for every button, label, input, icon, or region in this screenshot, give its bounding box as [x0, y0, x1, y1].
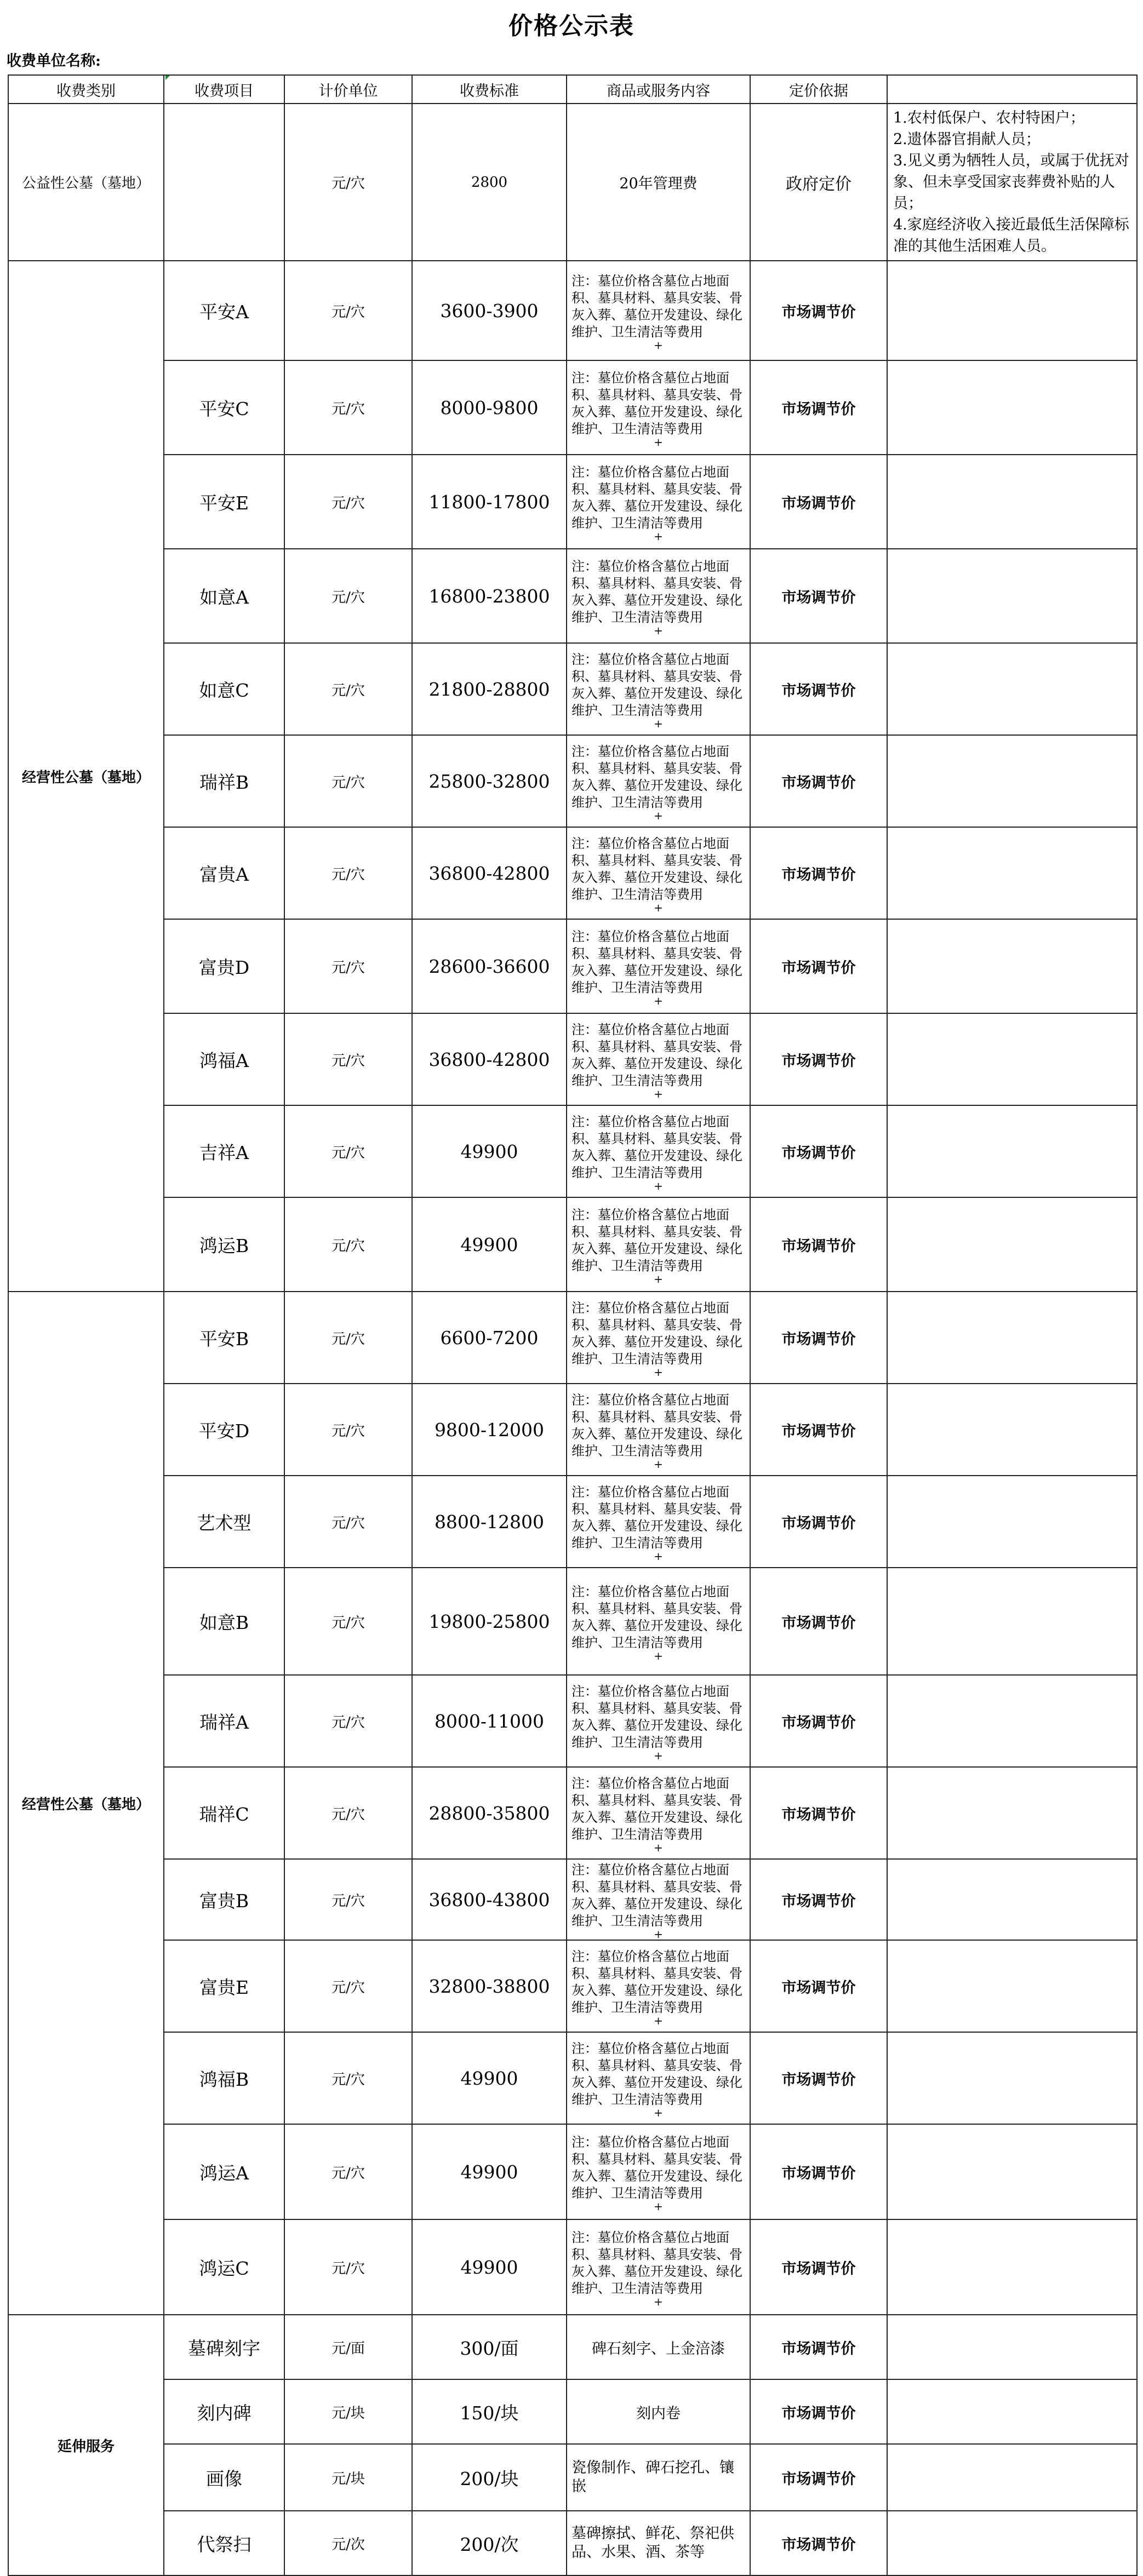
item-cell: 鸿福A: [164, 1013, 284, 1105]
price-cell: 6600-7200: [412, 1292, 567, 1384]
notes-cell: [887, 360, 1137, 455]
header-notes: [887, 75, 1137, 104]
header-basis: 定价依据: [750, 75, 887, 104]
unit-cell: 元/穴: [284, 1105, 412, 1197]
content-tail: +: [654, 1841, 663, 1854]
content-tail: +: [654, 2200, 663, 2213]
unit-cell: 元/穴: [284, 455, 412, 549]
notes-cell: [887, 1292, 1137, 1384]
table-row: [8, 1675, 1137, 1767]
price-cell: 36800-43800: [412, 1859, 567, 1940]
content-text: 注：墓位价格含墓位占地面积、墓具材料、墓具安装、骨灰入葬、墓位开发建设、绿化维护、卫生清洁等费用: [572, 1022, 742, 1088]
price-cell: 49900: [412, 2032, 567, 2124]
table-row: [8, 827, 1137, 919]
content-cell: [567, 1675, 750, 1767]
basis-cell: 市场调节价: [750, 1568, 887, 1675]
item-cell: 如意C: [164, 643, 284, 735]
table-row: [8, 919, 1137, 1013]
table-row: [8, 549, 1137, 643]
notes-cell: [887, 2219, 1137, 2315]
table-row: [8, 1384, 1137, 1476]
item-cell: 刻内碑: [164, 2379, 284, 2444]
basis-cell: 市场调节价: [750, 1384, 887, 1476]
unit-cell: 元/面: [284, 2315, 412, 2379]
basis-cell: 市场调节价: [750, 735, 887, 827]
content-cell: [567, 919, 750, 1013]
basis-cell: 市场调节价: [750, 2511, 887, 2575]
content-text: 注：墓位价格含墓位占地面积、墓具材料、墓具安装、骨灰入葬、墓位开发建设、绿化维护、卫生清洁等费用: [572, 1949, 742, 2015]
content-cell: [567, 549, 750, 643]
item-cell: 富贵D: [164, 919, 284, 1013]
unit-cell: 元/穴: [284, 1568, 412, 1675]
content-text: 注：墓位价格含墓位占地面积、墓具材料、墓具安装、骨灰入葬、墓位开发建设、绿化维护、卫生清洁等费用: [572, 2135, 742, 2201]
notes-cell: [887, 1675, 1137, 1767]
price-cell: 11800-17800: [412, 455, 567, 549]
header-unit: 计价单位: [284, 75, 412, 104]
item-cell: 鸿运C: [164, 2219, 284, 2315]
content-tail: +: [654, 809, 663, 822]
price-cell: 150/块: [412, 2379, 567, 2444]
item-cell: 艺术型: [164, 1476, 284, 1568]
table-row: [8, 360, 1137, 455]
price-cell: 21800-28800: [412, 643, 567, 735]
unit-cell: 元/穴: [284, 2032, 412, 2124]
basis-cell: 市场调节价: [750, 1859, 887, 1940]
table-row: [8, 261, 1137, 360]
unit-cell: 元/穴: [284, 2219, 412, 2315]
note-line: 4.家庭经济收入接近最低生活保障标准的其他生活困难人员。: [893, 216, 1129, 255]
content-tail: +: [654, 1272, 663, 1286]
table-row: [8, 1476, 1137, 1568]
table-row: [8, 2379, 1137, 2444]
unit-cell: 元/穴: [284, 1292, 412, 1384]
notes-cell: [887, 2379, 1137, 2444]
unit-cell: 元/穴: [284, 1675, 412, 1767]
item-cell: 瑞祥C: [164, 1767, 284, 1859]
note-line: 2.遗体器官捐献人员；: [893, 131, 1041, 148]
header-row: [8, 75, 1137, 104]
price-cell: 28800-35800: [412, 1767, 567, 1859]
content-cell: 刻内卷: [567, 2379, 750, 2444]
unit-cell: 元/穴: [284, 360, 412, 455]
content-tail: +: [654, 1458, 663, 1471]
price-table: [8, 74, 1138, 2576]
unit-name-label: 收费单位名称:: [7, 53, 101, 70]
price-cell: 49900: [412, 1105, 567, 1197]
unit-cell: 元/穴: [284, 549, 412, 643]
item-cell: 鸿运A: [164, 2124, 284, 2219]
unit-cell: 元/块: [284, 2379, 412, 2444]
item-cell: 瑞祥A: [164, 1675, 284, 1767]
unit-cell: 元/穴: [284, 261, 412, 360]
table-row: [8, 2124, 1137, 2219]
unit-cell: 元/穴: [284, 1013, 412, 1105]
basis-cell: 市场调节价: [750, 2219, 887, 2315]
table-row: [8, 1767, 1137, 1859]
unit-cell: 元/穴: [284, 1197, 412, 1292]
basis-cell: 市场调节价: [750, 2444, 887, 2511]
content-cell: 墓碑擦拭、鲜花、祭祀供品、水果、酒、茶等: [567, 2511, 750, 2575]
price-cell: 16800-23800: [412, 549, 567, 643]
header-category: 收费类别: [8, 75, 164, 104]
content-text: 注：墓位价格含墓位占地面积、墓具材料、墓具安装、骨灰入葬、墓位开发建设、绿化维护、卫生清洁等费用: [572, 1684, 742, 1750]
note-line: 3.见义勇为牺牲人员，或属于优抚对象、但未享受国家丧葬费补贴的人员；: [893, 152, 1129, 212]
item-cell: 画像: [164, 2444, 284, 2511]
price-cell: 300/面: [412, 2315, 567, 2379]
notes-cell: [887, 1197, 1137, 1292]
content-text: 注：墓位价格含墓位占地面积、墓具材料、墓具安装、骨灰入葬、墓位开发建设、绿化维护、卫生清洁等费用: [572, 744, 742, 810]
public-price: 2800: [412, 104, 567, 261]
content-tail: +: [654, 1366, 663, 1379]
item-cell: 如意B: [164, 1568, 284, 1675]
public-content: 20年管理费: [567, 104, 750, 261]
content-cell: [567, 1767, 750, 1859]
content-cell: [567, 827, 750, 919]
price-cell: 3600-3900: [412, 261, 567, 360]
public-basis: 政府定价: [750, 104, 887, 261]
basis-cell: 市场调节价: [750, 1197, 887, 1292]
price-cell: 32800-38800: [412, 1940, 567, 2032]
unit-cell: 元/次: [284, 2511, 412, 2575]
content-tail: +: [654, 530, 663, 543]
price-cell: 36800-42800: [412, 1013, 567, 1105]
content-text: 注：墓位价格含墓位占地面积、墓具材料、墓具安装、骨灰入葬、墓位开发建设、绿化维护、卫生清洁等费用: [572, 836, 742, 902]
price-cell: 9800-12000: [412, 1384, 567, 1476]
header-price: 收费标准: [412, 75, 567, 104]
basis-cell: 市场调节价: [750, 2315, 887, 2379]
notes-cell: [887, 1384, 1137, 1476]
content-text: 注：墓位价格含墓位占地面积、墓具材料、墓具安装、骨灰入葬、墓位开发建设、绿化维护、卫生清洁等费用: [572, 1862, 742, 1929]
notes-cell: [887, 1476, 1137, 1568]
content-tail: +: [654, 2295, 663, 2308]
basis-cell: 市场调节价: [750, 1675, 887, 1767]
public-category: 公益性公墓（墓地）: [8, 104, 164, 261]
content-cell: [567, 1105, 750, 1197]
content-cell: [567, 1940, 750, 2032]
content-tail: +: [654, 1927, 663, 1940]
notes-cell: [887, 549, 1137, 643]
content-text: 注：墓位价格含墓位占地面积、墓具材料、墓具安装、骨灰入葬、墓位开发建设、绿化维护、卫生清洁等费用: [572, 559, 742, 625]
item-cell: 平安E: [164, 455, 284, 549]
basis-cell: 市场调节价: [750, 919, 887, 1013]
unit-cell: 元/穴: [284, 827, 412, 919]
category-cell: 经营性公墓（墓地）: [8, 1292, 164, 2315]
item-cell: 瑞祥B: [164, 735, 284, 827]
unit-cell: 元/块: [284, 2444, 412, 2511]
basis-cell: 市场调节价: [750, 549, 887, 643]
content-tail: +: [654, 994, 663, 1007]
content-tail: +: [654, 901, 663, 914]
notes-cell: [887, 2315, 1137, 2379]
basis-cell: 市场调节价: [750, 360, 887, 455]
page-title: 价格公示表: [508, 12, 635, 40]
price-cell: 8000-11000: [412, 1675, 567, 1767]
content-cell: [567, 2032, 750, 2124]
basis-cell: 市场调节价: [750, 1292, 887, 1384]
item-cell: 富贵A: [164, 827, 284, 919]
basis-cell: 市场调节价: [750, 827, 887, 919]
price-cell: 49900: [412, 2219, 567, 2315]
unit-cell: 元/穴: [284, 1767, 412, 1859]
unit-cell: 元/穴: [284, 919, 412, 1013]
basis-cell: 市场调节价: [750, 1940, 887, 2032]
table-row: [8, 2315, 1137, 2379]
price-cell: 49900: [412, 2124, 567, 2219]
content-cell: 瓷像制作、碑石挖孔、镶嵌: [567, 2444, 750, 2511]
table-row: [8, 2032, 1137, 2124]
content-tail: +: [654, 624, 663, 637]
notes-cell: [887, 919, 1137, 1013]
content-text: 注：墓位价格含墓位占地面积、墓具材料、墓具安装、骨灰入葬、墓位开发建设、绿化维护、卫生清洁等费用: [572, 464, 742, 531]
content-text: 注：墓位价格含墓位占地面积、墓具材料、墓具安装、骨灰入葬、墓位开发建设、绿化维护、卫生清洁等费用: [572, 1584, 742, 1650]
price-cell: 36800-42800: [412, 827, 567, 919]
notes-cell: [887, 827, 1137, 919]
content-cell: [567, 1384, 750, 1476]
content-text: 注：墓位价格含墓位占地面积、墓具材料、墓具安装、骨灰入葬、墓位开发建设、绿化维护、卫生清洁等费用: [572, 652, 742, 718]
item-cell: 平安D: [164, 1384, 284, 1476]
basis-cell: 市场调节价: [750, 261, 887, 360]
content-tail: +: [654, 717, 663, 730]
content-tail: +: [654, 2106, 663, 2119]
header-item: 收费项目: [164, 75, 284, 104]
price-cell: 8800-12800: [412, 1476, 567, 1568]
table-row: [8, 1105, 1137, 1197]
item-cell: 鸿福B: [164, 2032, 284, 2124]
content-cell: [567, 360, 750, 455]
content-text: 注：墓位价格含墓位占地面积、墓具材料、墓具安装、骨灰入葬、墓位开发建设、绿化维护、卫生清洁等费用: [572, 1114, 742, 1180]
price-cell: 8000-9800: [412, 360, 567, 455]
unit-cell: 元/穴: [284, 735, 412, 827]
content-tail: +: [654, 1649, 663, 1662]
notes-cell: [887, 1767, 1137, 1859]
item-cell: 富贵E: [164, 1940, 284, 2032]
table-row: [8, 2219, 1137, 2315]
notes-cell: [887, 1859, 1137, 1940]
content-cell: [567, 1292, 750, 1384]
item-cell: 平安B: [164, 1292, 284, 1384]
table-row: [8, 1292, 1137, 1384]
item-cell: 如意A: [164, 549, 284, 643]
basis-cell: 市场调节价: [750, 2379, 887, 2444]
content-cell: [567, 1476, 750, 1568]
content-text: 注：墓位价格含墓位占地面积、墓具材料、墓具安装、骨灰入葬、墓位开发建设、绿化维护、卫生清洁等费用: [572, 2230, 742, 2296]
content-cell: [567, 643, 750, 735]
notes-cell: [887, 455, 1137, 549]
public-item: [164, 104, 284, 261]
item-cell: 吉祥A: [164, 1105, 284, 1197]
content-cell: [567, 1859, 750, 1940]
basis-cell: 市场调节价: [750, 455, 887, 549]
content-text: 注：墓位价格含墓位占地面积、墓具材料、墓具安装、骨灰入葬、墓位开发建设、绿化维护、卫生清洁等费用: [572, 1484, 742, 1551]
content-tail: +: [654, 1749, 663, 1762]
content-cell: [567, 1013, 750, 1105]
content-cell: [567, 1197, 750, 1292]
item-cell: 富贵B: [164, 1859, 284, 1940]
price-cell: 200/块: [412, 2444, 567, 2511]
public-unit: 元/穴: [284, 104, 412, 261]
item-cell: 平安C: [164, 360, 284, 455]
header-content: 商品或服务内容: [567, 75, 750, 104]
content-text: 注：墓位价格含墓位占地面积、墓具材料、墓具安装、骨灰入葬、墓位开发建设、绿化维护、卫生清洁等费用: [572, 1300, 742, 1367]
content-cell: [567, 2219, 750, 2315]
notes-cell: [887, 1940, 1137, 2032]
notes-cell: [887, 2124, 1137, 2219]
content-text: 注：墓位价格含墓位占地面积、墓具材料、墓具安装、骨灰入葬、墓位开发建设、绿化维护、卫生清洁等费用: [572, 2041, 742, 2107]
unit-cell: 元/穴: [284, 1476, 412, 1568]
notes-cell: [887, 1105, 1137, 1197]
table-row: [8, 1197, 1137, 1292]
notes-cell: [887, 2444, 1137, 2511]
content-text: 注：墓位价格含墓位占地面积、墓具材料、墓具安装、骨灰入葬、墓位开发建设、绿化维护、卫生清洁等费用: [572, 1776, 742, 1842]
content-cell: 碑石刻字、上金涪漆: [567, 2315, 750, 2379]
item-cell: 墓碑刻字: [164, 2315, 284, 2379]
category-cell: 延伸服务: [8, 2315, 164, 2575]
content-text: 注：墓位价格含墓位占地面积、墓具材料、墓具安装、骨灰入葬、墓位开发建设、绿化维护、卫生清洁等费用: [572, 1207, 742, 1273]
category-cell: 经营性公墓（墓地）: [8, 261, 164, 1292]
content-text: 注：墓位价格含墓位占地面积、墓具材料、墓具安装、骨灰入葬、墓位开发建设、绿化维护、卫生清洁等费用: [572, 273, 742, 340]
content-cell: [567, 1568, 750, 1675]
table-row: [8, 2511, 1137, 2575]
table-row: [8, 1859, 1137, 1940]
item-cell: 代祭扫: [164, 2511, 284, 2575]
basis-cell: 市场调节价: [750, 1767, 887, 1859]
table-row: [8, 1568, 1137, 1675]
table-row: [8, 455, 1137, 549]
content-tail: +: [654, 1550, 663, 1563]
table-row: [8, 2444, 1137, 2511]
content-cell: [567, 2124, 750, 2219]
notes-cell: [887, 261, 1137, 360]
basis-cell: 市场调节价: [750, 2124, 887, 2219]
content-tail: +: [654, 1087, 663, 1100]
basis-cell: 市场调节价: [750, 1476, 887, 1568]
price-cell: 49900: [412, 1197, 567, 1292]
price-cell: 19800-25800: [412, 1568, 567, 1675]
content-cell: [567, 261, 750, 360]
notes-cell: [887, 643, 1137, 735]
content-tail: +: [654, 2014, 663, 2027]
public-row: [8, 104, 1137, 261]
unit-cell: 元/穴: [284, 643, 412, 735]
price-cell: 28600-36600: [412, 919, 567, 1013]
table-row: [8, 1013, 1137, 1105]
table-row: [8, 643, 1137, 735]
public-notes: [887, 104, 1137, 261]
basis-cell: 市场调节价: [750, 1105, 887, 1197]
notes-cell: [887, 1013, 1137, 1105]
content-tail: +: [654, 435, 663, 449]
unit-cell: 元/穴: [284, 2124, 412, 2219]
content-cell: [567, 735, 750, 827]
content-text: 注：墓位价格含墓位占地面积、墓具材料、墓具安装、骨灰入葬、墓位开发建设、绿化维护、卫生清洁等费用: [572, 1392, 742, 1459]
unit-cell: 元/穴: [284, 1859, 412, 1940]
table-row: [8, 735, 1137, 827]
content-tail: +: [654, 1179, 663, 1192]
notes-cell: [887, 1568, 1137, 1675]
price-cell: 25800-32800: [412, 735, 567, 827]
price-cell: 200/次: [412, 2511, 567, 2575]
content-cell: [567, 455, 750, 549]
unit-cell: 元/穴: [284, 1940, 412, 2032]
unit-cell: 元/穴: [284, 1384, 412, 1476]
item-cell: 平安A: [164, 261, 284, 360]
item-cell: 鸿运B: [164, 1197, 284, 1292]
basis-cell: 市场调节价: [750, 1013, 887, 1105]
content-text: 注：墓位价格含墓位占地面积、墓具材料、墓具安装、骨灰入葬、墓位开发建设、绿化维护、卫生清洁等费用: [572, 929, 742, 995]
table-row: [8, 1940, 1137, 2032]
basis-cell: 市场调节价: [750, 2032, 887, 2124]
notes-cell: [887, 2032, 1137, 2124]
content-tail: +: [654, 339, 663, 352]
notes-cell: [887, 735, 1137, 827]
notes-cell: [887, 2511, 1137, 2575]
note-line: 1.农村低保户、农村特困户；: [893, 110, 1085, 127]
content-text: 注：墓位价格含墓位占地面积、墓具材料、墓具安装、骨灰入葬、墓位开发建设、绿化维护、卫生清洁等费用: [572, 370, 742, 437]
basis-cell: 市场调节价: [750, 643, 887, 735]
